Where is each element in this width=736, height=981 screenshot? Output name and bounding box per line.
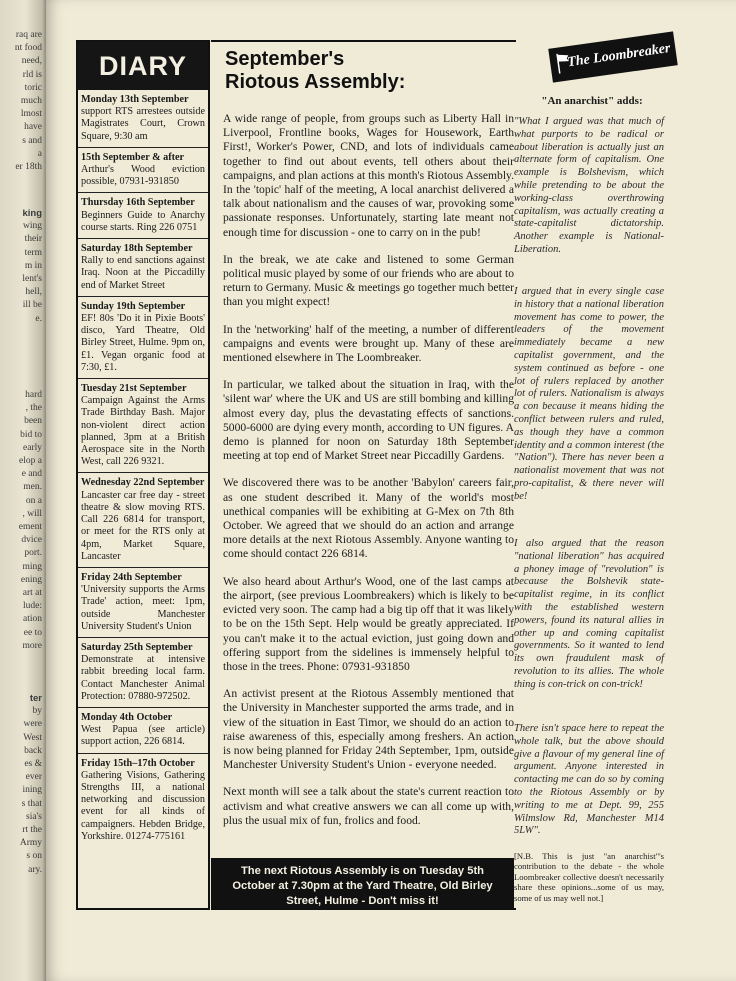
previous-page-text-fragment: lent's xyxy=(22,274,42,284)
previous-page-text-fragment: need, xyxy=(21,56,42,67)
previous-page-text-fragment: were xyxy=(23,719,42,730)
previous-page-text-fragment: men. xyxy=(23,482,42,493)
diary-entry-date: Tuesday 21st September xyxy=(81,383,187,395)
diary-entry-date: Friday 15th–17th October xyxy=(81,757,195,769)
diary-entry-date: Wednesday 22nd September xyxy=(81,477,205,489)
diary-title: DIARY xyxy=(78,42,208,90)
previous-page-text-fragment: port. xyxy=(24,548,42,559)
previous-page-text-fragment: er 18th xyxy=(15,162,42,172)
previous-page-text-fragment: m in xyxy=(24,260,42,271)
diary-entry xyxy=(78,379,208,473)
previous-page-text-fragment: king xyxy=(22,208,42,219)
diary-entry-text: Rally to end sanctions against Iraq. Noon at the Piccadilly end of Market Street xyxy=(81,255,205,291)
previous-page-text-fragment: ming xyxy=(22,561,42,572)
previous-page-text-fragment: lmost xyxy=(20,109,42,120)
diary-entry-date: Saturday 18th September xyxy=(81,243,193,255)
adds-heading: "An anarchist" adds: xyxy=(541,95,643,107)
previous-page-text-fragment: ation xyxy=(23,614,42,625)
diary-entry xyxy=(78,193,208,239)
previous-page-text-fragment: dvice xyxy=(21,535,42,546)
quote-paragraph: I also argued that the reason "national liberation" has acquired a phoney image of "revolution" is because the Bolshevik state-capitalist regime, in its conflict with the established western powers, found its natural allies in other up and coming capitalist governments. So it wanted to lend its own fraudulent mask of revolution to its allies. The whole thing is con-trick on con-trick! xyxy=(514,538,664,690)
previous-page-text-fragment: e and xyxy=(21,469,42,480)
previous-page-text-fragment: hell, xyxy=(25,287,42,298)
previous-page-text-fragment: , will xyxy=(22,508,42,519)
diary-box xyxy=(76,40,210,910)
diary-entry-text: Beginners Guide to Anarchy course starts. Ring 226 0751 xyxy=(81,209,205,233)
article-paragraph: In the break, we ate cake and listened to some German political music played by some of our friends who are about to return to Germany. Music & meetings go together much better than you might expect! xyxy=(223,252,514,309)
editorial-note: [N.B. This is just "an anarchist"'s contribution to the debate - the whole Loombreaker collective doesn't necessarily share these opinions...some of us may, some of us may well not.] xyxy=(514,851,664,903)
diary-entry-date: Sunday 19th September xyxy=(81,300,186,312)
article-paragraph: We discovered there was to be another 'Babylon' careers fair, as one student described it. Many of the world's most unethical companies will be exhibiting at G-Mex on 7th 8th October. We agreed that we should do an action and arrange more details at the next Riotous Assembly. Anyone wanting to come should contact 226 6814. xyxy=(223,476,514,561)
previous-page-text-fragment: their xyxy=(24,234,42,245)
previous-page-text-fragment: e. xyxy=(35,313,42,324)
diary-entry xyxy=(78,638,208,708)
previous-page-text-fragment: by xyxy=(32,706,42,717)
previous-page-text-fragment: much xyxy=(20,96,42,106)
diary-entry-text: Lancaster car free day - street theatre & slow moving RTS. Call 226 6814 for transport, or meet for the RTS only at 4pm, Market Square, Lancaster xyxy=(81,489,205,562)
diary-entry-text: 'University supports the Arms Trade' action, meet: 1pm, outside Manchester University Student's Union xyxy=(81,584,205,632)
previous-page-text-fragment: sia's xyxy=(26,811,42,822)
previous-page-text-fragment: ening xyxy=(20,574,42,585)
diary-entry-date: Saturday 25th September xyxy=(81,641,193,653)
previous-page-text-fragment: ary. xyxy=(28,864,42,875)
diary-entry-date: Monday 4th October xyxy=(81,711,173,723)
diary-entry-date: Monday 13th September xyxy=(81,94,189,105)
diary-entry-date: 15th September & after xyxy=(81,151,185,163)
previous-page-text-fragment: elop a xyxy=(19,456,42,466)
previous-page-text-fragment: more xyxy=(22,640,42,651)
article-headline xyxy=(225,48,516,94)
article-paragraph: Next month will see a talk about the state's current reaction to activism and what creative answers we can all come up with, plus the usual mix of fun, frolics and food. xyxy=(223,785,514,827)
headline-line-1: September's xyxy=(225,48,345,70)
diary-entry-text: support RTS arrestees outside Magistrates Court, Crown Square, 9:30 am xyxy=(81,106,205,142)
previous-page-text-fragment: bid to xyxy=(20,429,42,440)
previous-page-text-fragment: back xyxy=(24,745,42,756)
article-paragraph: In the 'networking' half of the meeting, a number of different campaigns and events were brought up. Many of these are mentioned elsewhere in The Loombreaker. xyxy=(223,322,514,365)
previous-page-text-fragment: ter xyxy=(29,693,42,704)
previous-page-text-fragment: s on xyxy=(26,851,42,862)
logo-text: The Loombreaker xyxy=(566,41,672,71)
diary-entry xyxy=(78,708,208,754)
loombreaker-logo xyxy=(548,31,678,82)
previous-page-text-fragment: ement xyxy=(18,522,42,532)
quote-paragraph: "What I argued was that much of what purports to be radical or about liberation is actually just an alternate form of capitalism. One example is Bolshevism, which while pretending to be about the working-class overthrowing capitalism, was actually creating a state-capitalist dictatorship. Another example is National-Liberation. xyxy=(514,116,664,255)
diary-entry xyxy=(78,297,208,379)
previous-page-text-fragment: rt the xyxy=(22,825,42,835)
diary-entry xyxy=(78,754,208,847)
diary-entry-text: West Papua (see article) support action, 226 6814. xyxy=(81,724,205,748)
diary-entry xyxy=(78,239,208,297)
previous-page-text-fragment: raq are xyxy=(15,30,42,40)
previous-page-text-fragment: on a xyxy=(25,495,42,506)
diary-entry xyxy=(78,148,208,194)
diary-entry-text: Arthur's Wood eviction possible, 07931-931850 xyxy=(81,164,205,188)
diary-entry xyxy=(78,473,208,567)
previous-page-text-fragment: hard xyxy=(25,390,42,400)
previous-page-text-fragment: ining xyxy=(22,785,42,796)
diary-entry-text: EF! 80s 'Do it in Pixie Boots' disco, Yard Theatre, Old Birley Street, Hulme. 9pm on, £1. Vegan organic food at 7:30, £1. xyxy=(81,313,205,373)
previous-page-text-fragment: es & xyxy=(24,759,42,769)
next-meeting-banner: The next Riotous Assembly is on Tuesday 5th October at 7.30pm at the Yard Theatre, Old Birley Street, Hulme - Don't miss it! xyxy=(211,858,514,908)
quote-paragraph: I argued that in every single case in history that a national liberation movement has come to power, the leaders of the movement immediately became a new capitalist government, and the system continued as before - one lot of rulers replaced by another lot of rulers. Nationalism is always a con because it means hiding the conflict between rulers and ruled, as though they have a common identity and a common interest (the "Nation"). There has never been a nationalist movement that was not pro-capitalist, & there never will be! xyxy=(514,286,664,502)
diary-entry-text: Demonstrate at intensive rabbit breeding local farm. Contact Manchester Animal Protection: 07880-972502. xyxy=(81,654,205,702)
previous-page-text-fragment: a xyxy=(37,148,42,159)
previous-page-text-fragment: wing xyxy=(23,221,42,232)
diary-entry-date: Thursday 16th September xyxy=(81,197,195,209)
previous-page-text-fragment: nt food xyxy=(14,43,42,54)
diary-entry-text: Gathering Visions, Gathering Strengths III, a national networking and discussion event for all kinds of campaigners. Hebden Bridge, Yorkshire. 01274-775161 xyxy=(81,769,205,842)
previous-page-text-fragment: , the xyxy=(25,403,42,414)
previous-page-text-fragment: toric xyxy=(24,82,42,93)
article-paragraph: An activist present at the Riotous Assembly mentioned that the University in Manchester supported the arms trade, and in view of the situation in East Timor, we should do an action to raise awareness of this, especially among freshers. An action is now being planned for Friday 24th September, 1pm, outside Manchester University Student's Union - everyone needed. xyxy=(223,687,514,772)
previous-page-text-fragment: lude: xyxy=(23,601,42,612)
previous-page-text-fragment: s and xyxy=(22,135,42,146)
main-article xyxy=(211,40,516,910)
article-paragraph: We also heard about Arthur's Wood, one of the last camps at the airport, (see previous Loombreakers) which is likely to be evicted very soon. The camp had a big tip off that it was likely to be on the 15th Sept. Help would be greatly appreciated. If you can't make it to the actual eviction, just going down and offering support from the sidelines is immensely helpful to those in the trees. Phone: 07931-931850 xyxy=(223,574,514,673)
diary-entry xyxy=(78,90,208,148)
headline-line-2: Riotous Assembly: xyxy=(225,71,406,93)
article-paragraph: In particular, we talked about the situation in Iraq, with the 'silent war' where the UK and US are still bombing and killing almost every day, plus the devastating effects of sanctions. 5000-6000 are dying every month, according to UN figures. A demo is planned for noon on Saturday 18th September meeting at top end of Market Street near Piccadilly Gardens. xyxy=(223,378,514,463)
diary-entry-text: Campaign Against the Arms Trade Birthday Bash. Major non-violent direct action planned, 3pm at a British Aerospace site in the North West, call 226 9321. xyxy=(81,395,205,468)
previous-page-text-fragment: s that xyxy=(21,798,42,809)
previous-page-text-fragment: been xyxy=(24,416,42,427)
diary-entry-date: Friday 24th September xyxy=(81,571,182,583)
previous-page-text-fragment: ill be xyxy=(22,300,42,311)
flag-icon xyxy=(555,52,572,74)
previous-page-text-fragment: term xyxy=(24,247,42,258)
previous-page-text-fragment: art at xyxy=(22,588,42,598)
diary-entry xyxy=(78,568,208,638)
article-paragraph: A wide range of people, from groups such as Liberty Hall in Liverpool, Frontline books, Wages for Housework, Earth First!, Worker's Power, CND, and lots of individuals came together to find out about events, tell others about their campaigns, and plan actions at this month's Riotous Assembly. In the 'topic' half of the meeting, A local anarchist delivered a talk about nationalism and the causes of war, provoking some passionate responses. Unfortunately, starting late meant not enough time for discussion - one to carry on in the pub! xyxy=(223,112,514,239)
previous-page-text-fragment: ever xyxy=(25,772,42,783)
previous-page-text-fragment: have xyxy=(24,122,42,133)
previous-page-text-fragment: West xyxy=(23,732,42,743)
previous-page-text-fragment: Army xyxy=(19,838,42,849)
previous-page-text-fragment: early xyxy=(23,442,42,453)
previous-page-edge xyxy=(0,0,46,981)
previous-page-text-fragment: rld is xyxy=(22,69,42,80)
page xyxy=(46,0,736,981)
quote-paragraph: There isn't space here to repeat the whole talk, but the above should give a flavour of my general line of argument. Anyone interested in contacting me can do so by coming to the Riotous Assembly or by writing to me at Dept. 99, 255 Wilmslow Rd, Manchester M14 5LW". xyxy=(514,723,664,837)
diary-entries xyxy=(78,90,208,847)
previous-page-text-fragment: ee to xyxy=(23,627,42,638)
article-body xyxy=(223,112,514,828)
